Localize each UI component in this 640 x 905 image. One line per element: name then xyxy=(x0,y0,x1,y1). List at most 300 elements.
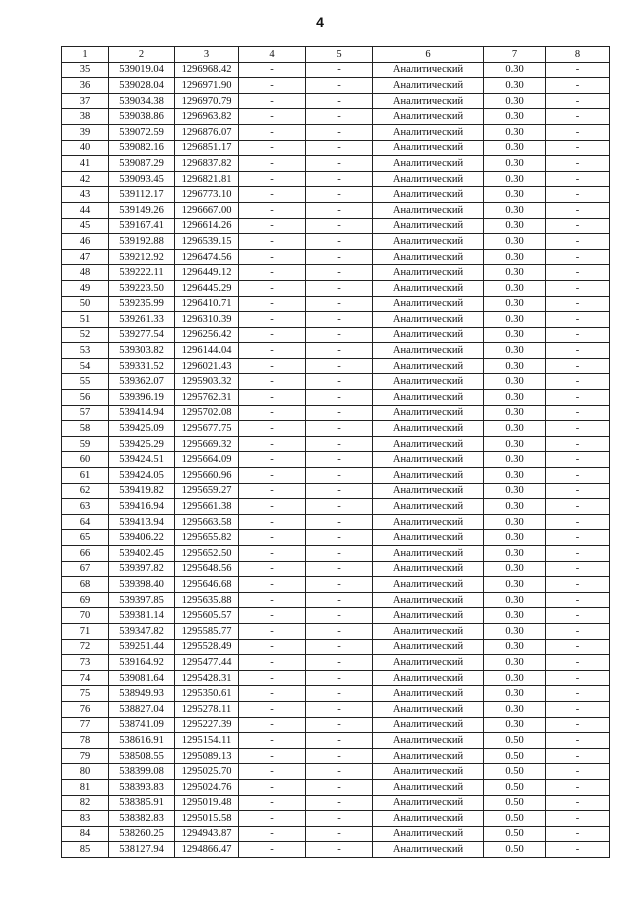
y-coordinate-cell: 1294943.87 xyxy=(175,826,239,842)
column-5-cell: - xyxy=(306,405,373,421)
column-8-cell: - xyxy=(546,795,610,811)
column-5-cell: - xyxy=(306,140,373,156)
y-coordinate-cell: 1295350.61 xyxy=(175,686,239,702)
table-row xyxy=(62,374,610,390)
y-coordinate-cell: 1296614.26 xyxy=(175,218,239,234)
accuracy-cell: 0.30 xyxy=(484,140,546,156)
accuracy-cell: 0.30 xyxy=(484,639,546,655)
table-row xyxy=(62,717,610,733)
column-4-cell: - xyxy=(239,748,306,764)
y-coordinate-cell: 1295278.11 xyxy=(175,701,239,717)
table-row xyxy=(62,140,610,156)
point-number-cell: 65 xyxy=(62,530,109,546)
column-8-cell: - xyxy=(546,686,610,702)
column-8-cell: - xyxy=(546,701,610,717)
method-cell: Аналитический xyxy=(373,468,484,484)
accuracy-cell: 0.30 xyxy=(484,78,546,94)
table-row xyxy=(62,187,610,203)
column-5-cell: - xyxy=(306,655,373,671)
column-4-cell: - xyxy=(239,795,306,811)
method-cell: Аналитический xyxy=(373,436,484,452)
column-4-cell: - xyxy=(239,499,306,515)
point-number-cell: 59 xyxy=(62,436,109,452)
table-row xyxy=(62,826,610,842)
table-row xyxy=(62,546,610,562)
x-coordinate-cell: 538385.91 xyxy=(109,795,175,811)
table-row xyxy=(62,670,610,686)
accuracy-cell: 0.50 xyxy=(484,779,546,795)
point-number-cell: 85 xyxy=(62,842,109,858)
point-number-cell: 45 xyxy=(62,218,109,234)
y-coordinate-cell: 1296773.10 xyxy=(175,187,239,203)
column-8-cell: - xyxy=(546,842,610,858)
point-number-cell: 60 xyxy=(62,452,109,468)
table-row xyxy=(62,655,610,671)
accuracy-cell: 0.30 xyxy=(484,436,546,452)
y-coordinate-cell: 1295659.27 xyxy=(175,483,239,499)
table-row xyxy=(62,405,610,421)
column-8-cell: - xyxy=(546,156,610,172)
table-row xyxy=(62,78,610,94)
method-cell: Аналитический xyxy=(373,249,484,265)
table-row xyxy=(62,171,610,187)
column-5-cell: - xyxy=(306,249,373,265)
point-number-cell: 67 xyxy=(62,561,109,577)
accuracy-cell: 0.30 xyxy=(484,717,546,733)
method-cell: Аналитический xyxy=(373,374,484,390)
method-cell: Аналитический xyxy=(373,452,484,468)
column-header: 4 xyxy=(239,47,306,63)
point-number-cell: 76 xyxy=(62,701,109,717)
y-coordinate-cell: 1295648.56 xyxy=(175,561,239,577)
x-coordinate-cell: 539087.29 xyxy=(109,156,175,172)
column-5-cell: - xyxy=(306,701,373,717)
column-5-cell: - xyxy=(306,156,373,172)
column-5-cell: - xyxy=(306,826,373,842)
y-coordinate-cell: 1296144.04 xyxy=(175,343,239,359)
column-5-cell: - xyxy=(306,296,373,312)
x-coordinate-cell: 539381.14 xyxy=(109,608,175,624)
point-number-cell: 38 xyxy=(62,109,109,125)
accuracy-cell: 0.30 xyxy=(484,421,546,437)
method-cell: Аналитический xyxy=(373,109,484,125)
table-header-row xyxy=(62,47,610,63)
point-number-cell: 41 xyxy=(62,156,109,172)
column-8-cell: - xyxy=(546,592,610,608)
method-cell: Аналитический xyxy=(373,171,484,187)
y-coordinate-cell: 1295652.50 xyxy=(175,546,239,562)
column-4-cell: - xyxy=(239,717,306,733)
column-5-cell: - xyxy=(306,546,373,562)
column-8-cell: - xyxy=(546,452,610,468)
table-row xyxy=(62,436,610,452)
column-8-cell: - xyxy=(546,530,610,546)
column-8-cell: - xyxy=(546,390,610,406)
table-row xyxy=(62,608,610,624)
table-row xyxy=(62,327,610,343)
method-cell: Аналитический xyxy=(373,670,484,686)
y-coordinate-cell: 1296971.90 xyxy=(175,78,239,94)
column-5-cell: - xyxy=(306,109,373,125)
accuracy-cell: 0.50 xyxy=(484,795,546,811)
point-number-cell: 47 xyxy=(62,249,109,265)
method-cell: Аналитический xyxy=(373,764,484,780)
column-4-cell: - xyxy=(239,811,306,827)
y-coordinate-cell: 1296837.82 xyxy=(175,156,239,172)
x-coordinate-cell: 539081.64 xyxy=(109,670,175,686)
y-coordinate-cell: 1295605.57 xyxy=(175,608,239,624)
point-number-cell: 64 xyxy=(62,514,109,530)
x-coordinate-cell: 539019.04 xyxy=(109,62,175,78)
x-coordinate-cell: 539038.86 xyxy=(109,109,175,125)
point-number-cell: 63 xyxy=(62,499,109,515)
column-4-cell: - xyxy=(239,171,306,187)
column-8-cell: - xyxy=(546,779,610,795)
column-8-cell: - xyxy=(546,124,610,140)
x-coordinate-cell: 539192.88 xyxy=(109,234,175,250)
x-coordinate-cell: 539082.16 xyxy=(109,140,175,156)
point-number-cell: 46 xyxy=(62,234,109,250)
y-coordinate-cell: 1295661.38 xyxy=(175,499,239,515)
method-cell: Аналитический xyxy=(373,124,484,140)
y-coordinate-cell: 1296667.00 xyxy=(175,202,239,218)
table-row xyxy=(62,93,610,109)
point-number-cell: 44 xyxy=(62,202,109,218)
accuracy-cell: 0.30 xyxy=(484,686,546,702)
accuracy-cell: 0.30 xyxy=(484,218,546,234)
column-4-cell: - xyxy=(239,514,306,530)
accuracy-cell: 0.50 xyxy=(484,811,546,827)
x-coordinate-cell: 538260.25 xyxy=(109,826,175,842)
y-coordinate-cell: 1294866.47 xyxy=(175,842,239,858)
method-cell: Аналитический xyxy=(373,561,484,577)
table-row xyxy=(62,234,610,250)
y-coordinate-cell: 1295089.13 xyxy=(175,748,239,764)
column-4-cell: - xyxy=(239,187,306,203)
accuracy-cell: 0.30 xyxy=(484,171,546,187)
accuracy-cell: 0.30 xyxy=(484,546,546,562)
accuracy-cell: 0.30 xyxy=(484,265,546,281)
x-coordinate-cell: 539425.09 xyxy=(109,421,175,437)
column-5-cell: - xyxy=(306,358,373,374)
point-number-cell: 71 xyxy=(62,623,109,639)
column-5-cell: - xyxy=(306,530,373,546)
column-5-cell: - xyxy=(306,811,373,827)
accuracy-cell: 0.30 xyxy=(484,296,546,312)
x-coordinate-cell: 539406.22 xyxy=(109,530,175,546)
column-5-cell: - xyxy=(306,842,373,858)
method-cell: Аналитический xyxy=(373,312,484,328)
method-cell: Аналитический xyxy=(373,265,484,281)
point-number-cell: 48 xyxy=(62,265,109,281)
x-coordinate-cell: 539149.26 xyxy=(109,202,175,218)
column-5-cell: - xyxy=(306,561,373,577)
column-4-cell: - xyxy=(239,577,306,593)
method-cell: Аналитический xyxy=(373,514,484,530)
method-cell: Аналитический xyxy=(373,779,484,795)
x-coordinate-cell: 539034.38 xyxy=(109,93,175,109)
x-coordinate-cell: 539235.99 xyxy=(109,296,175,312)
column-5-cell: - xyxy=(306,577,373,593)
column-5-cell: - xyxy=(306,623,373,639)
column-8-cell: - xyxy=(546,717,610,733)
column-5-cell: - xyxy=(306,93,373,109)
method-cell: Аналитический xyxy=(373,608,484,624)
method-cell: Аналитический xyxy=(373,390,484,406)
column-8-cell: - xyxy=(546,826,610,842)
table-row xyxy=(62,795,610,811)
point-number-cell: 75 xyxy=(62,686,109,702)
column-4-cell: - xyxy=(239,296,306,312)
y-coordinate-cell: 1296474.56 xyxy=(175,249,239,265)
column-8-cell: - xyxy=(546,436,610,452)
column-8-cell: - xyxy=(546,171,610,187)
y-coordinate-cell: 1295528.49 xyxy=(175,639,239,655)
accuracy-cell: 0.30 xyxy=(484,124,546,140)
point-number-cell: 58 xyxy=(62,421,109,437)
table-row xyxy=(62,561,610,577)
method-cell: Аналитический xyxy=(373,842,484,858)
accuracy-cell: 0.30 xyxy=(484,452,546,468)
column-8-cell: - xyxy=(546,296,610,312)
column-4-cell: - xyxy=(239,390,306,406)
x-coordinate-cell: 538382.83 xyxy=(109,811,175,827)
y-coordinate-cell: 1296963.82 xyxy=(175,109,239,125)
method-cell: Аналитический xyxy=(373,234,484,250)
y-coordinate-cell: 1295015.58 xyxy=(175,811,239,827)
table-row xyxy=(62,249,610,265)
column-8-cell: - xyxy=(546,202,610,218)
x-coordinate-cell: 538616.91 xyxy=(109,733,175,749)
x-coordinate-cell: 538393.83 xyxy=(109,779,175,795)
column-header: 1 xyxy=(62,47,109,63)
column-8-cell: - xyxy=(546,78,610,94)
column-5-cell: - xyxy=(306,202,373,218)
y-coordinate-cell: 1296256.42 xyxy=(175,327,239,343)
table-row xyxy=(62,62,610,78)
column-5-cell: - xyxy=(306,764,373,780)
point-number-cell: 53 xyxy=(62,343,109,359)
method-cell: Аналитический xyxy=(373,733,484,749)
table-row xyxy=(62,468,610,484)
column-5-cell: - xyxy=(306,608,373,624)
table-row xyxy=(62,421,610,437)
accuracy-cell: 0.30 xyxy=(484,670,546,686)
column-4-cell: - xyxy=(239,733,306,749)
x-coordinate-cell: 539416.94 xyxy=(109,499,175,515)
method-cell: Аналитический xyxy=(373,218,484,234)
x-coordinate-cell: 539028.04 xyxy=(109,78,175,94)
column-4-cell: - xyxy=(239,280,306,296)
x-coordinate-cell: 539261.33 xyxy=(109,312,175,328)
table-row xyxy=(62,218,610,234)
column-5-cell: - xyxy=(306,265,373,281)
y-coordinate-cell: 1296445.29 xyxy=(175,280,239,296)
y-coordinate-cell: 1296021.43 xyxy=(175,358,239,374)
table-row xyxy=(62,358,610,374)
method-cell: Аналитический xyxy=(373,686,484,702)
column-5-cell: - xyxy=(306,312,373,328)
column-5-cell: - xyxy=(306,343,373,359)
x-coordinate-cell: 539397.85 xyxy=(109,592,175,608)
point-number-cell: 66 xyxy=(62,546,109,562)
point-number-cell: 73 xyxy=(62,655,109,671)
accuracy-cell: 0.30 xyxy=(484,468,546,484)
method-cell: Аналитический xyxy=(373,187,484,203)
column-8-cell: - xyxy=(546,608,610,624)
table-row xyxy=(62,390,610,406)
column-5-cell: - xyxy=(306,717,373,733)
column-header: 2 xyxy=(109,47,175,63)
column-8-cell: - xyxy=(546,670,610,686)
column-8-cell: - xyxy=(546,748,610,764)
accuracy-cell: 0.30 xyxy=(484,343,546,359)
table-row xyxy=(62,452,610,468)
column-8-cell: - xyxy=(546,93,610,109)
point-number-cell: 74 xyxy=(62,670,109,686)
column-4-cell: - xyxy=(239,623,306,639)
x-coordinate-cell: 539072.59 xyxy=(109,124,175,140)
y-coordinate-cell: 1295477.44 xyxy=(175,655,239,671)
accuracy-cell: 0.30 xyxy=(484,109,546,125)
column-5-cell: - xyxy=(306,78,373,94)
method-cell: Аналитический xyxy=(373,795,484,811)
accuracy-cell: 0.30 xyxy=(484,405,546,421)
column-4-cell: - xyxy=(239,452,306,468)
table-row xyxy=(62,109,610,125)
y-coordinate-cell: 1296851.17 xyxy=(175,140,239,156)
column-5-cell: - xyxy=(306,327,373,343)
accuracy-cell: 0.30 xyxy=(484,234,546,250)
x-coordinate-cell: 538949.93 xyxy=(109,686,175,702)
y-coordinate-cell: 1295664.09 xyxy=(175,452,239,468)
x-coordinate-cell: 539164.92 xyxy=(109,655,175,671)
table-row xyxy=(62,733,610,749)
x-coordinate-cell: 539425.29 xyxy=(109,436,175,452)
column-5-cell: - xyxy=(306,514,373,530)
method-cell: Аналитический xyxy=(373,655,484,671)
table-row xyxy=(62,639,610,655)
y-coordinate-cell: 1296310.39 xyxy=(175,312,239,328)
column-5-cell: - xyxy=(306,468,373,484)
x-coordinate-cell: 539398.40 xyxy=(109,577,175,593)
table-row xyxy=(62,779,610,795)
point-number-cell: 51 xyxy=(62,312,109,328)
x-coordinate-cell: 539414.94 xyxy=(109,405,175,421)
table-row xyxy=(62,156,610,172)
x-coordinate-cell: 539396.19 xyxy=(109,390,175,406)
table-row xyxy=(62,686,610,702)
table-row xyxy=(62,280,610,296)
table-row xyxy=(62,202,610,218)
y-coordinate-cell: 1295227.39 xyxy=(175,717,239,733)
table-row xyxy=(62,483,610,499)
x-coordinate-cell: 538127.94 xyxy=(109,842,175,858)
point-number-cell: 61 xyxy=(62,468,109,484)
column-4-cell: - xyxy=(239,234,306,250)
column-5-cell: - xyxy=(306,639,373,655)
method-cell: Аналитический xyxy=(373,577,484,593)
method-cell: Аналитический xyxy=(373,748,484,764)
accuracy-cell: 0.30 xyxy=(484,655,546,671)
point-number-cell: 35 xyxy=(62,62,109,78)
column-8-cell: - xyxy=(546,234,610,250)
column-8-cell: - xyxy=(546,109,610,125)
y-coordinate-cell: 1295024.76 xyxy=(175,779,239,795)
table-row xyxy=(62,530,610,546)
column-4-cell: - xyxy=(239,343,306,359)
y-coordinate-cell: 1295646.68 xyxy=(175,577,239,593)
accuracy-cell: 0.30 xyxy=(484,374,546,390)
x-coordinate-cell: 539331.52 xyxy=(109,358,175,374)
y-coordinate-cell: 1295702.08 xyxy=(175,405,239,421)
column-5-cell: - xyxy=(306,483,373,499)
x-coordinate-cell: 539222.11 xyxy=(109,265,175,281)
method-cell: Аналитический xyxy=(373,826,484,842)
column-4-cell: - xyxy=(239,779,306,795)
column-4-cell: - xyxy=(239,124,306,140)
y-coordinate-cell: 1295025.70 xyxy=(175,764,239,780)
point-number-cell: 55 xyxy=(62,374,109,390)
column-4-cell: - xyxy=(239,686,306,702)
method-cell: Аналитический xyxy=(373,78,484,94)
column-4-cell: - xyxy=(239,93,306,109)
x-coordinate-cell: 539223.50 xyxy=(109,280,175,296)
accuracy-cell: 0.30 xyxy=(484,187,546,203)
point-number-cell: 84 xyxy=(62,826,109,842)
method-cell: Аналитический xyxy=(373,499,484,515)
x-coordinate-cell: 538399.08 xyxy=(109,764,175,780)
column-5-cell: - xyxy=(306,234,373,250)
point-number-cell: 36 xyxy=(62,78,109,94)
point-number-cell: 37 xyxy=(62,93,109,109)
x-coordinate-cell: 539093.45 xyxy=(109,171,175,187)
column-5-cell: - xyxy=(306,499,373,515)
accuracy-cell: 0.30 xyxy=(484,93,546,109)
accuracy-cell: 0.30 xyxy=(484,530,546,546)
method-cell: Аналитический xyxy=(373,156,484,172)
column-4-cell: - xyxy=(239,405,306,421)
accuracy-cell: 0.30 xyxy=(484,623,546,639)
column-5-cell: - xyxy=(306,795,373,811)
method-cell: Аналитический xyxy=(373,530,484,546)
table-row xyxy=(62,623,610,639)
accuracy-cell: 0.30 xyxy=(484,280,546,296)
x-coordinate-cell: 538508.55 xyxy=(109,748,175,764)
accuracy-cell: 0.30 xyxy=(484,499,546,515)
method-cell: Аналитический xyxy=(373,421,484,437)
column-5-cell: - xyxy=(306,686,373,702)
column-5-cell: - xyxy=(306,421,373,437)
method-cell: Аналитический xyxy=(373,405,484,421)
accuracy-cell: 0.30 xyxy=(484,249,546,265)
column-4-cell: - xyxy=(239,468,306,484)
x-coordinate-cell: 539277.54 xyxy=(109,327,175,343)
table-row xyxy=(62,124,610,140)
column-8-cell: - xyxy=(546,405,610,421)
column-4-cell: - xyxy=(239,670,306,686)
column-8-cell: - xyxy=(546,343,610,359)
method-cell: Аналитический xyxy=(373,343,484,359)
column-5-cell: - xyxy=(306,452,373,468)
y-coordinate-cell: 1295762.31 xyxy=(175,390,239,406)
point-number-cell: 68 xyxy=(62,577,109,593)
method-cell: Аналитический xyxy=(373,296,484,312)
accuracy-cell: 0.30 xyxy=(484,327,546,343)
column-8-cell: - xyxy=(546,514,610,530)
column-4-cell: - xyxy=(239,436,306,452)
accuracy-cell: 0.50 xyxy=(484,764,546,780)
